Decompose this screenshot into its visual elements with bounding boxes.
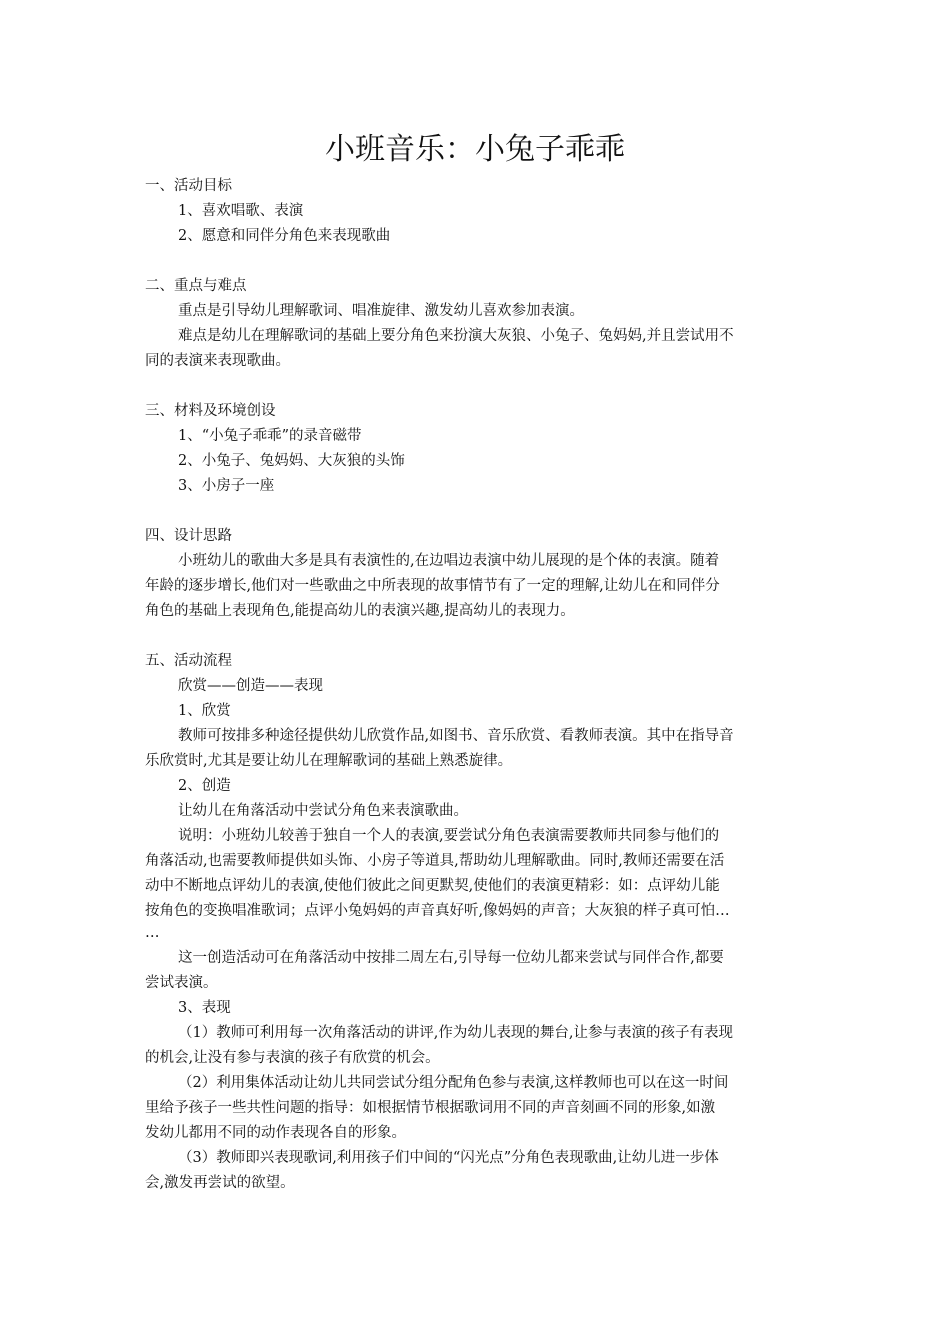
material-item: 2、小兔子、兔妈妈、大灰狼的头饰	[178, 453, 405, 469]
paragraph-line: 按角色的变换唱准歌词；点评小兔妈妈的声音真好听,像妈妈的声音；大灰狼的样子真可怕…	[145, 903, 730, 919]
paragraph-line: （2）利用集体活动让幼儿共同尝试分组分配角色参与表演,这样教师也可以在这一时间	[178, 1075, 729, 1091]
paragraph-line: 尝试表演。	[145, 975, 218, 991]
paragraph-line: 角色的基础上表现角色,能提高幼儿的表演兴趣,提高幼儿的表现力。	[145, 603, 575, 619]
paragraph-line: 重点是引导幼儿理解歌词、唱准旋律、激发幼儿喜欢参加表演。	[178, 303, 584, 319]
section-heading-goals: 一、活动目标	[145, 178, 232, 194]
goal-item: 1、喜欢唱歌、表演	[178, 203, 304, 219]
subheading-appreciate: 1、欣赏	[178, 703, 231, 719]
paragraph-line: 的机会,让没有参与表演的孩子有欣赏的机会。	[145, 1050, 440, 1066]
subheading-perform: 3、表现	[178, 1000, 231, 1016]
material-item: 1、“小兔子乖乖”的录音磁带	[178, 428, 362, 444]
flow-line: 欣赏——创造——表现	[178, 678, 323, 694]
paragraph-line: 角落活动,也需要教师提供如头饰、小房子等道具,帮助幼儿理解歌曲。同时,教师还需要在活	[145, 853, 725, 869]
paragraph-line: …	[145, 925, 160, 941]
paragraph-line: 年龄的逐步增长,他们对一些歌曲之中所表现的故事情节有了一定的理解,让幼儿在和同伴分	[145, 578, 720, 594]
paragraph-line: 教师可按排多种途径提供幼儿欣赏作品,如图书、音乐欣赏、看教师表演。其中在指导音	[178, 728, 734, 744]
paragraph-line: （3）教师即兴表现歌词,利用孩子们中间的“闪光点”分角色表现歌曲,让幼儿进一步体	[178, 1150, 719, 1166]
paragraph-line: 说明：小班幼儿较善于独自一个人的表演,要尝试分角色表演需要教师共同参与他们的	[178, 828, 720, 844]
paragraph-line: 动中不断地点评幼儿的表演,使他们彼此之间更默契,使他们的表演更精彩：如：点评幼儿能	[145, 878, 720, 894]
paragraph-line: 乐欣赏时,尤其是要让幼儿在理解歌词的基础上熟悉旋律。	[145, 753, 513, 769]
material-item: 3、小房子一座	[178, 478, 275, 494]
paragraph-line: 同的表演来表现歌曲。	[145, 353, 290, 369]
paragraph-line: 发幼儿都用不同的动作表现各自的形象。	[145, 1125, 406, 1141]
page-title: 小班音乐：小兔子乖乖	[325, 132, 625, 167]
section-heading-process: 五、活动流程	[145, 653, 232, 669]
paragraph-line: 这一创造活动可在角落活动中按排二周左右,引导每一位幼儿都来尝试与同伴合作,都要	[178, 950, 724, 966]
paragraph-line: 里给予孩子一些共性问题的指导：如根据情节根据歌词用不同的声音刻画不同的形象,如激	[145, 1100, 716, 1116]
section-heading-materials: 三、材料及环境创设	[145, 403, 276, 419]
section-heading-key-points: 二、重点与难点	[145, 278, 247, 294]
section-heading-design: 四、设计思路	[145, 528, 232, 544]
subheading-create: 2、创造	[178, 778, 231, 794]
paragraph-line: （1）教师可利用每一次角落活动的讲评,作为幼儿表现的舞台,让参与表演的孩子有表现	[178, 1025, 733, 1041]
goal-item: 2、愿意和同伴分角色来表现歌曲	[178, 228, 391, 244]
paragraph-line: 难点是幼儿在理解歌词的基础上要分角色来扮演大灰狼、小兔子、兔妈妈,并且尝试用不	[178, 328, 734, 344]
paragraph-line: 让幼儿在角落活动中尝试分角色来表演歌曲。	[178, 803, 468, 819]
paragraph-line: 小班幼儿的歌曲大多是具有表演性的,在边唱边表演中幼儿展现的是个体的表演。随着	[178, 553, 720, 569]
paragraph-line: 会,激发再尝试的欲望。	[145, 1175, 295, 1191]
